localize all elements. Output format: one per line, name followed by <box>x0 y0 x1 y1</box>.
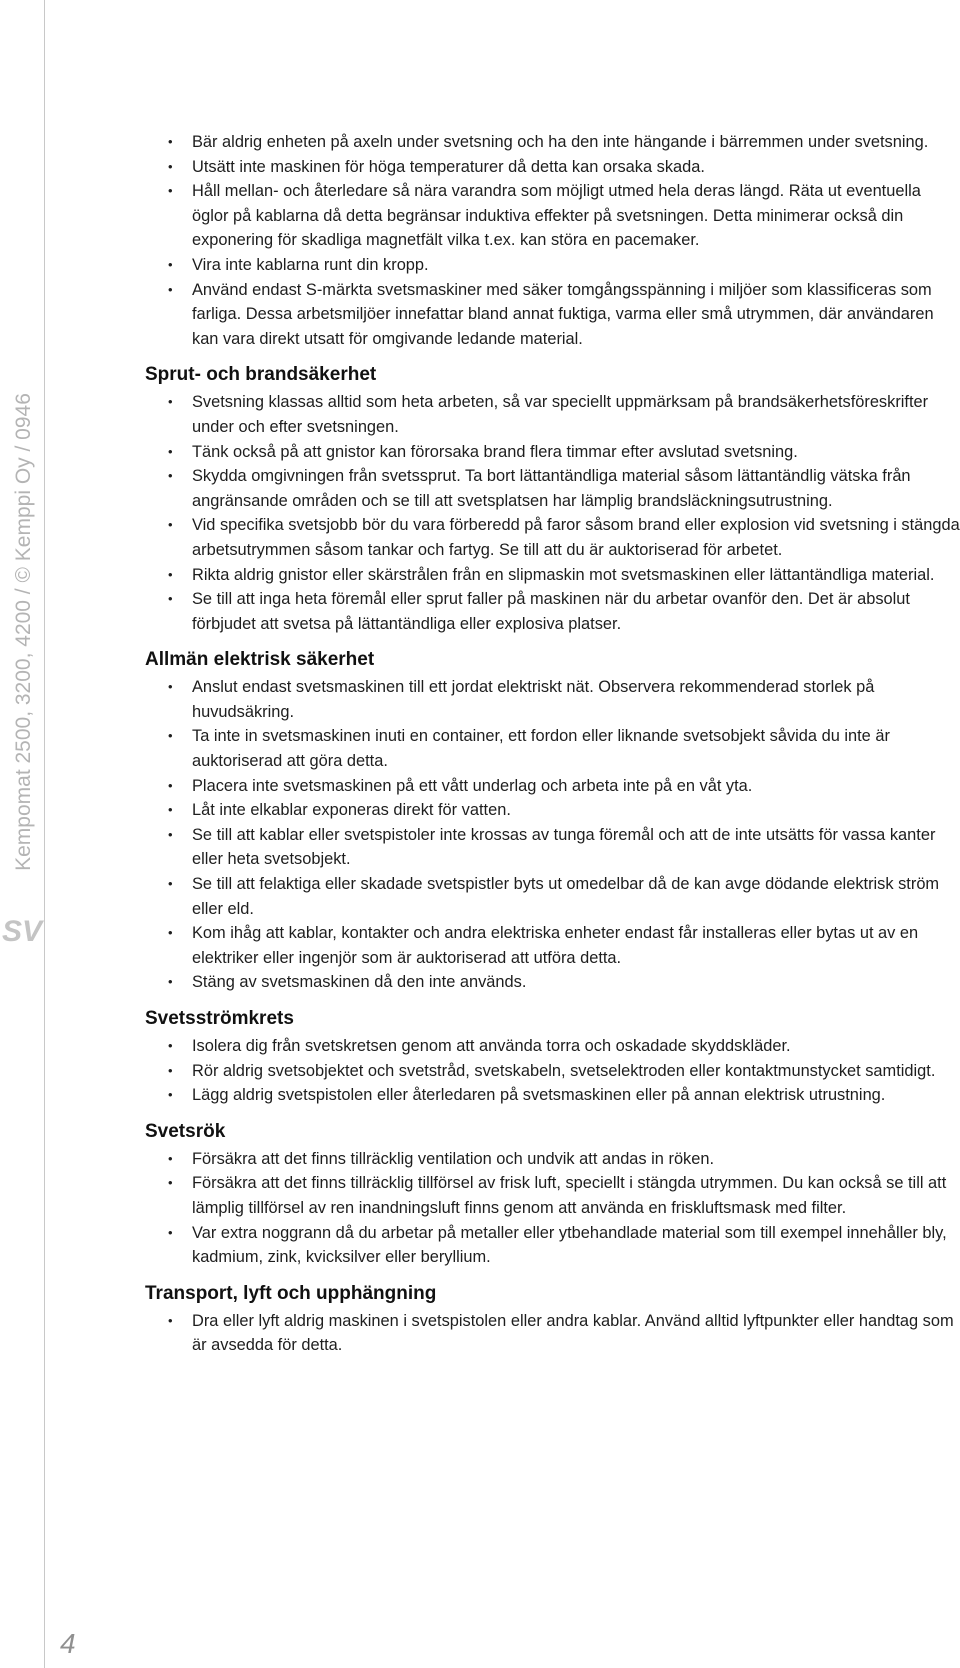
electrical-list <box>145 675 960 995</box>
list-item: • Rör aldrig svetsobjektet och svetstråd, svetskabeln, svetselektroden eller kontaktmunstycket samtidigt. <box>145 1059 960 1084</box>
page-content <box>145 130 960 1358</box>
list-item: • Se till att felaktiga eller skadade svetspistler byts ut omedelbar då de kan avge dödande elektrisk ström eller eld. <box>145 872 960 921</box>
section-heading-fire: Sprut- och brandsäkerhet <box>145 364 377 386</box>
language-tag: SV <box>2 915 43 948</box>
list-item: • Dra eller lyft aldrig maskinen i svetspistolen eller andra kablar. Använd alltid lyftpunkter eller handtag som är avsedda för detta. <box>145 1309 960 1358</box>
list-item: • Håll mellan- och återledare så nära varandra som möjligt utmed hela deras längd. Räta ut eventuella öglor på kablarna då detta begränsar induktiva effekter på svetsningen. Detta minimerar också din exponering för skadliga magnetfält vilka t.ex. kan störa en pacemaker. <box>145 179 960 253</box>
list-item: • Anslut endast svetsmaskinen till ett jordat elektriskt nät. Observera rekommenderad storlek på huvudsäkring. <box>145 675 960 724</box>
document-side-title: Kempomat 2500, 3200, 4200 / © Kemppi Oy / 0946 <box>12 393 35 871</box>
section-heading-circuit: Svetsströmkrets <box>145 1008 294 1029</box>
list-item: • Placera inte svetsmaskinen på ett vått underlag och arbeta inte på en våt yta. <box>145 774 960 799</box>
list-item: • Skydda omgivningen från svetssprut. Ta bort lättantändliga material såsom lättantändlig vätska från angränsande områden och se till att svetsplatsen har lämplig brandsläckningsutrustning. <box>145 464 960 513</box>
list-item: • Kom ihåg att kablar, kontakter och andra elektriska enheter endast får installeras eller bytas ut av en elektriker eller ingenjör som är auktoriserad att utföra detta. <box>145 921 960 970</box>
list-item: • Försäkra att det finns tillräcklig tillförsel av frisk luft, speciellt i stängda utrymmen. Du kan också se till att lämplig tillförsel av ren inandningsluft finns genom att använda en friskluftsmask med filter. <box>145 1171 960 1220</box>
list-item: • Låt inte elkablar exponeras direkt för vatten. <box>145 798 960 823</box>
intro-list <box>145 130 960 351</box>
list-item: • Se till att kablar eller svetspistoler inte krossas av tunga föremål och att de inte utsätts för vassa kanter eller heta svetsobjekt. <box>145 823 960 872</box>
circuit-list <box>145 1034 960 1108</box>
list-item: • Utsätt inte maskinen för höga temperaturer då detta kan orsaka skada. <box>145 155 960 180</box>
list-item: • Vira inte kablarna runt din kropp. <box>145 253 960 278</box>
fumes-list <box>145 1147 960 1270</box>
margin-rule <box>44 0 45 1668</box>
list-item: • Tänk också på att gnistor kan förorsaka brand flera timmar efter avslutad svetsning. <box>145 440 960 465</box>
list-item: • Försäkra att det finns tillräcklig ventilation och undvik att andas in röken. <box>145 1147 960 1172</box>
section-heading-fumes: Svetsrök <box>145 1120 226 1142</box>
list-item: • Använd endast S-märkta svetsmaskiner med säker tomgångsspänning i miljöer som klassificeras som farliga. Dessa arbetsmiljöer innefattar bland annat fuktiga, varma eller små utrymmen, där användaren kan vara direkt utsatt för omgivande ledande material. <box>145 278 960 352</box>
list-item: • Lägg aldrig svetspistolen eller återledaren på svetsmaskinen eller på annan elektrisk utrustning. <box>145 1083 960 1108</box>
section-heading-transport: Transport, lyft och upphängning <box>145 1282 437 1304</box>
list-item: • Svetsning klassas alltid som heta arbeten, så var speciellt uppmärksam på brandsäkerhetsföreskrifter under och efter svetsningen. <box>145 390 960 439</box>
fire-list <box>145 390 960 636</box>
list-item: • Var extra noggrann då du arbetar på metaller eller ytbehandlade material som till exempel innehåller bly, kadmium, zink, kvicksilver eller beryllium. <box>145 1221 960 1270</box>
list-item: • Bär aldrig enheten på axeln under svetsning och ha den inte hängande i bärremmen under svetsning. <box>145 130 960 155</box>
section-heading-electrical: Allmän elektrisk säkerhet <box>145 649 375 671</box>
list-item: • Rikta aldrig gnistor eller skärstrålen från en slipmaskin mot svetsmaskinen eller lättantändliga material. <box>145 563 960 588</box>
list-item: • Se till att inga heta föremål eller sprut faller på maskinen när du arbetar ovanför den. Det är absolut förbjudet att svetsa på lättantändliga eller explosiva platser. <box>145 587 960 636</box>
list-item: • Isolera dig från svetskretsen genom att använda torra och oskadade skyddskläder. <box>145 1034 960 1059</box>
transport-list <box>145 1309 960 1358</box>
list-item: • Vid specifika svetsjobb bör du vara förberedd på faror såsom brand eller explosion vid svetsning i stängda arbetsutrymmen såsom tankar och fartyg. Se till att du är auktoriserad för arbetet. <box>145 513 960 562</box>
list-item: • Ta inte in svetsmaskinen inuti en container, ett fordon eller liknande svetsobjekt såvida du inte är auktoriserad att göra detta. <box>145 724 960 773</box>
page-number: 4 <box>60 1628 76 1659</box>
list-item: • Stäng av svetsmaskinen då den inte används. <box>145 970 960 995</box>
